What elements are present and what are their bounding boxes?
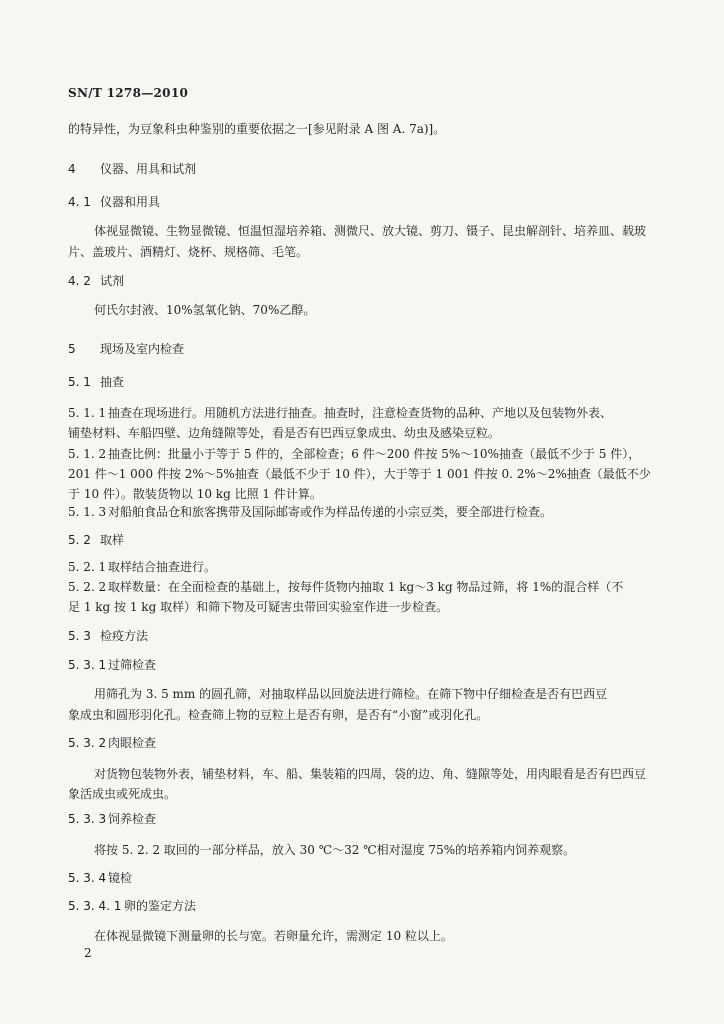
- section-heading-5-3-3: [68, 809, 658, 830]
- paragraph-line: 取样数量：在全面检查的基础上，按每件货物内抽取 1 kg～3 kg 物品过筛，将 1%的混合样（不: [108, 580, 624, 594]
- clause-number: 5. 1. 2: [68, 447, 107, 461]
- section-heading-4: [68, 159, 658, 180]
- page-number: 2: [84, 946, 92, 960]
- section-heading-5-3-4-1: [68, 896, 658, 917]
- section-heading-4-1: [68, 192, 658, 213]
- section-heading-5-2: [68, 530, 658, 551]
- section-title: 抽查: [100, 375, 125, 389]
- section-number: 5. 3. 4: [68, 871, 107, 885]
- paragraph-line: 体视显微镜、生物显微镜、恒温恒湿培养箱、测微尺、放大镜、剪刀、镊子、昆虫解剖针、培养皿、载玻: [94, 224, 647, 238]
- clause-5-2-2: [68, 577, 658, 598]
- section-title: 仪器和用具: [100, 195, 161, 209]
- clause-number: 5. 1. 3: [68, 505, 107, 519]
- section-heading-5-3-2: [68, 733, 658, 754]
- clause-5-1-3: [68, 502, 658, 523]
- section-heading-5-3: [68, 626, 658, 647]
- paragraph-line: 的特异性，为豆象科虫种鉴别的重要依据之一[参见附录 A 图 A. 7a)]。: [68, 122, 446, 136]
- section-number: 5. 3. 2: [68, 736, 107, 750]
- section-title: 镜检: [108, 871, 133, 885]
- section-number: 5: [68, 342, 76, 356]
- section-number: 5. 3. 3: [68, 812, 107, 826]
- clause-5-1-1: [68, 403, 658, 424]
- paragraph-line: 何氏尔封液、10%氢氧化钠、70%乙醇。: [94, 303, 316, 317]
- paragraph-line: 铺垫材料、车船四壁、边角缝隙等处，看是否有巴西豆象成虫、幼虫及感染豆粒。: [68, 426, 501, 440]
- section-title: 现场及室内检查: [100, 342, 185, 356]
- section-title: 肉眼检查: [108, 736, 157, 750]
- paragraph-line: 象活成虫或死成虫。: [68, 787, 177, 801]
- paragraph-line: 对船舶食品仓和旅客携带及国际邮寄或作为样品传递的小宗豆类，要全部进行检查。: [108, 505, 553, 519]
- section-title: 取样: [100, 533, 125, 547]
- paragraph-line: 在体视显微镜下测量卵的长与宽。若卵量允许，需测定 10 粒以上。: [94, 929, 453, 943]
- section-heading-5-3-1: [68, 655, 658, 676]
- clause-number: 5. 2. 2: [68, 580, 107, 594]
- paragraph-line: 201 件～1 000 件按 2%～5%抽查（最低不少于 10 件），大于等于 1 001 件按 0. 2%～2%抽查（最低不少: [68, 467, 651, 481]
- paragraph-line: 对货物包装物外表，铺垫材料，车、船、集装箱的四周，袋的边、角、缝隙等处，用肉眼看是否有巴西豆: [94, 767, 647, 781]
- clause-number: 5. 2. 1: [68, 560, 107, 574]
- paragraph-line: 取样结合抽查进行。: [108, 560, 217, 574]
- section-heading-4-2: [68, 271, 658, 292]
- clause-5-2-1: [68, 557, 658, 578]
- paragraph-line: 片、盖玻片、酒精灯、烧杯、规格筛、毛笔。: [68, 245, 309, 259]
- section-number: 5. 3. 1: [68, 658, 107, 672]
- section-title: 仪器、用具和试剂: [100, 162, 197, 176]
- paragraph-line: 抽查比例：批量小于等于 5 件的，全部检查；6 件～200 件按 5%～10%抽查（最低不少于 5 件），: [108, 447, 641, 461]
- section-number: 5. 1: [68, 375, 91, 389]
- section-number: 4. 2: [68, 274, 91, 288]
- paragraph-line: 于 10 件）。散装货物以 10 kg 比照 1 件计算。: [68, 487, 322, 501]
- section-number: 5. 3: [68, 629, 91, 643]
- paragraph-line: 用筛孔为 3. 5 mm 的圆孔筛，对抽取样品以回旋法进行筛检。在筛下物中仔细检查是否有巴西豆: [94, 687, 608, 701]
- section-number: 4. 1: [68, 195, 91, 209]
- section-number: 5. 2: [68, 533, 91, 547]
- section-heading-5: [68, 339, 658, 360]
- paragraph-line: 足 1 kg 按 1 kg 取样）和筛下物及可疑害虫带回实验室作进一步检查。: [68, 600, 449, 614]
- section-title: 饲养检查: [108, 812, 157, 826]
- section-title: 检疫方法: [100, 629, 149, 643]
- clause-number: 5. 1. 1: [68, 406, 107, 420]
- standard-code-header: SN/T 1278—2010: [68, 86, 189, 100]
- section-number: 4: [68, 162, 76, 176]
- section-heading-5-1: [68, 372, 658, 393]
- paragraph-line: 将按 5. 2. 2 取回的一部分样品，放入 30 ℃～32 ℃相对湿度 75%的培养箱内饲养观察。: [94, 843, 576, 857]
- section-title: 过筛检查: [108, 658, 157, 672]
- paragraph-line: 象成虫和圆形羽化孔。检查筛上物的豆粒上是否有卵，是否有“小窗”或羽化孔。: [68, 708, 489, 722]
- section-heading-5-3-4: [68, 868, 658, 889]
- section-number: 5. 3. 4. 1: [68, 899, 122, 913]
- section-title: 试剂: [100, 274, 125, 288]
- clause-5-1-2: [68, 444, 658, 465]
- paragraph-line: 抽查在现场进行。用随机方法进行抽查。抽查时，注意检查货物的品种、产地以及包装物外表、: [108, 406, 613, 420]
- section-title: 卵的鉴定方法: [124, 899, 197, 913]
